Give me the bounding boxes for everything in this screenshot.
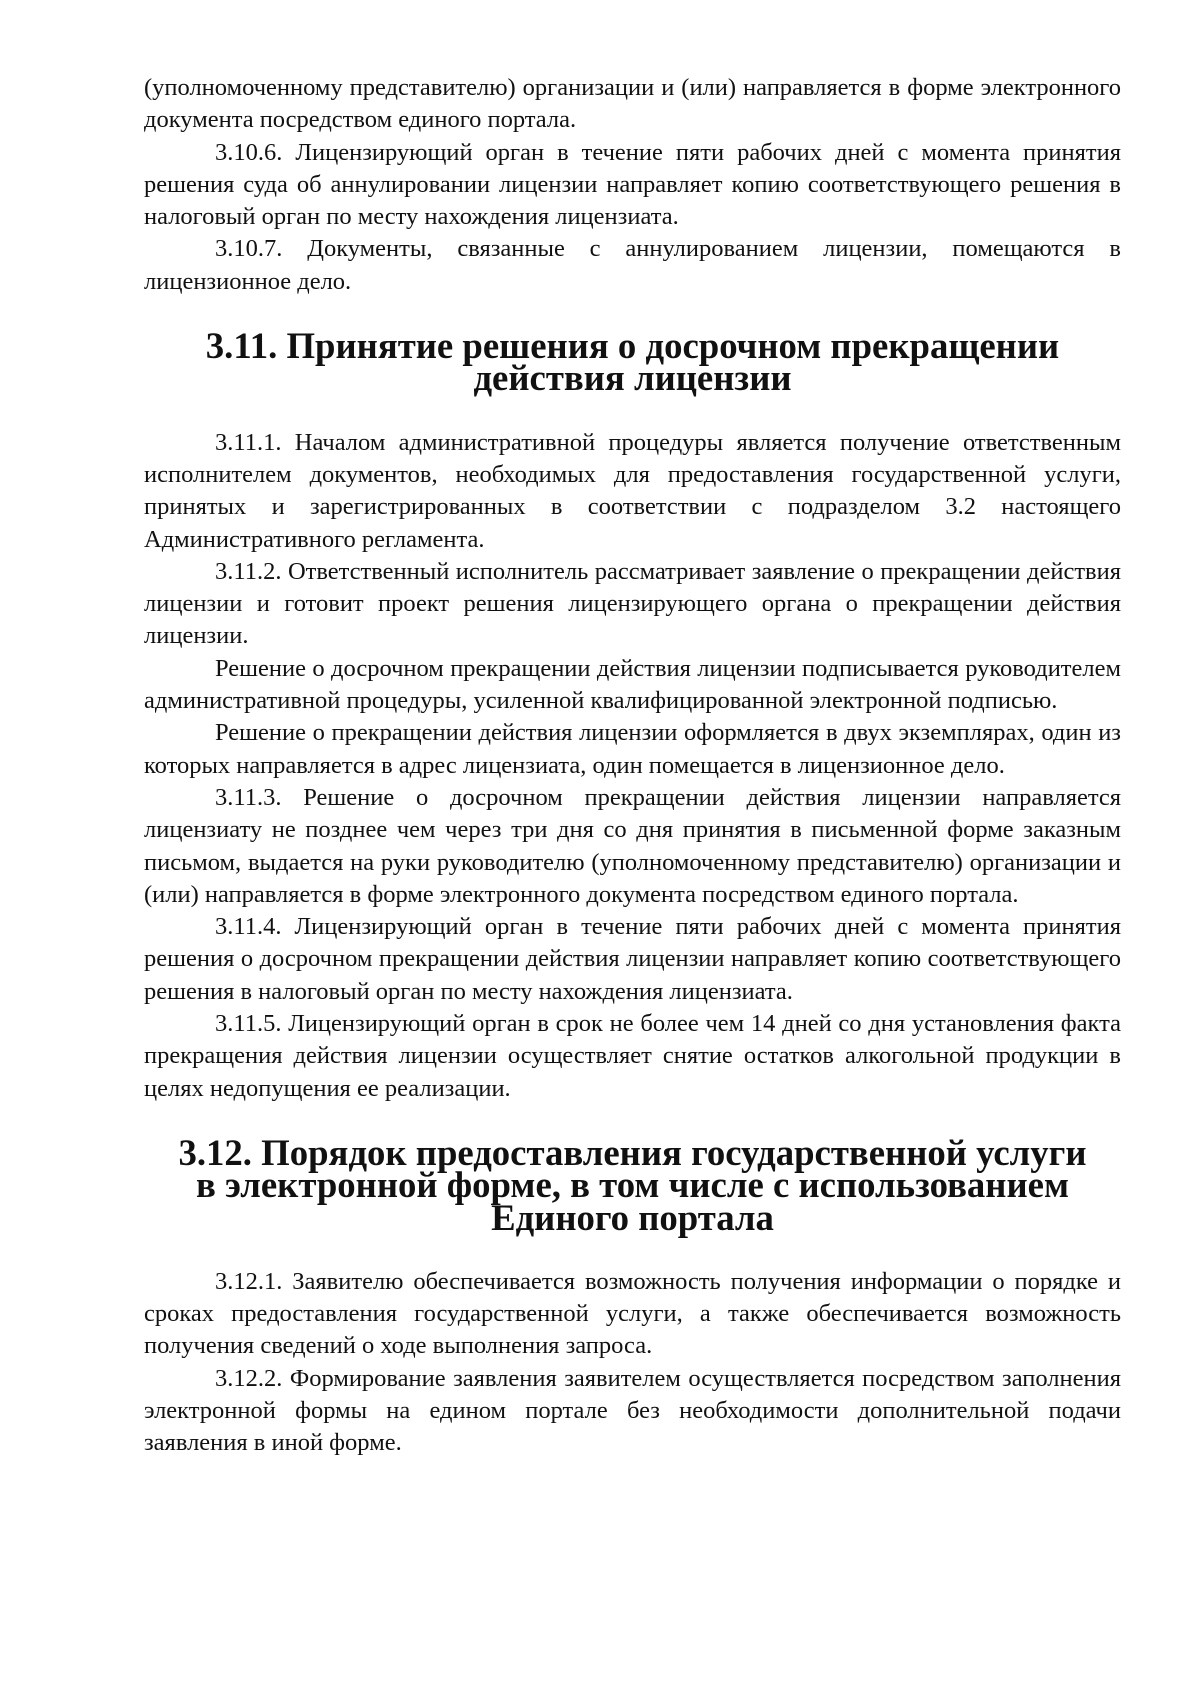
section-heading-3-12 (144, 1131, 1121, 1238)
paragraph-3-10-6: 3.10.6. Лицензирующий орган в течение пяти рабочих дней с момента принятия решения суда об аннулировании лицензии направляет копию соответствующего решения в налоговый орган по месту нахождения лицензиата. (144, 138, 1121, 231)
paragraph-3-11-5: 3.11.5. Лицензирующий орган в срок не более чем 14 дней со дня установления факта прекращения действия лицензии осуществляет снятие остатков алкогольной продукции в целях недопущения ее реализации. (144, 1010, 1121, 1102)
section-heading-3-12-line2: в электронной форме, в том числе с использованием Единого портала (195, 1164, 1069, 1238)
paragraph-signature-decision: Решение о досрочном прекращении действия лицензии подписывается руководителем административной процедуры, усиленной квалифицированной электронной подписью. (144, 654, 1121, 715)
paragraph-3-10-7: 3.10.7. Документы, связанные с аннулированием лицензии, помещаются в лицензионное дело. (144, 235, 1121, 295)
paragraph-3-11-3: 3.11.3. Решение о досрочном прекращении действия лицензии направляется лицензиату не позднее чем через три дня со дня принятия в письменной форме заказным письмом, выдается на руки руководителю (уполномоченному представителю) организации и (или) направляется в форме электронного документа посредством единого портала. (144, 783, 1121, 908)
section-heading-3-11-text: 3.11. Принятие решения о досрочном прекращении действия лицензии (205, 325, 1060, 399)
paragraph-continuation: (уполномоченному представителю) организации и (или) направляется в форме электронного документа посредством единого портала. (144, 74, 1121, 134)
paragraph-3-11-1: 3.11.1. Началом административной процедуры является получение ответственным исполнителем документов, необходимых для предоставления государственной услуги, принятых и зарегистрированных в соответствии с подразделом 3.2 настоящего Административного регламента. (144, 428, 1121, 553)
paragraph-3-12-2: 3.12.2. Формирование заявления заявителем осуществляется посредством заполнения электронной формы на едином портале без необходимости дополнительной подачи заявления в иной форме. (144, 1364, 1121, 1457)
paragraph-3-11-2: 3.11.2. Ответственный исполнитель рассматривает заявление о прекращении действия лицензии и готовит проект решения лицензирующего органа о прекращении действия лицензии. (144, 557, 1121, 650)
paragraph-3-11-4: 3.11.4. Лицензирующий орган в течение пяти рабочих дней с момента принятия решения о досрочном прекращении действия лицензии направляет копию соответствующего решения в налоговый орган по месту нахождения лицензиата. (144, 913, 1121, 1005)
section-heading-3-12-line1: 3.12. Порядок предоставления государственной услуги (178, 1131, 1087, 1173)
paragraph-3-12-1: 3.12.1. Заявителю обеспечивается возможность получения информации о порядке и сроках предоставления государственной услуги, а также обеспечивается возможность получения сведений о ходе выполнения запроса. (144, 1267, 1121, 1360)
section-heading-3-11 (144, 325, 1121, 399)
paragraph-two-copies: Решение о прекращении действия лицензии оформляется в двух экземплярах, один из которых направляется в адрес лицензиата, один помещается в лицензионное дело. (144, 719, 1121, 779)
